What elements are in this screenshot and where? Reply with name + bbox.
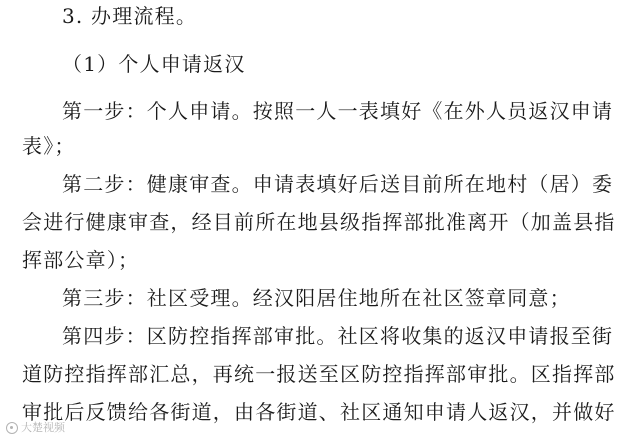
watermark-logo-icon [6,422,18,434]
step-one-line-2: 表》； [22,134,76,158]
step-two-line-3: 挥部公章）； [22,248,140,272]
step-three-line: 第三步：社区受理。经汉阳居住地所在社区签章同意； [62,286,571,310]
step-two-line-2: 会进行健康审查，经目前所在地县级指挥部批准离开（加盖县指 [22,210,616,234]
subsection-heading: （1）个人申请返汉 [62,52,246,76]
step-four-line-2: 道防控指挥部汇总，再统一报送至区防控指挥部审批。区指挥部 [22,362,616,386]
step-one-line-1: 第一步：个人申请。按照一人一表填好《在外人员返汉申请 [62,99,614,123]
section-heading: 3. 办理流程。 [62,4,198,28]
step-two-line-1: 第二步：健康审查。申请表填好后送目前所在地村（居）委 [62,172,614,196]
watermark [6,421,65,435]
step-four-line-1: 第四步：区防控指挥部审批。社区将收集的返汉申请报至街 [62,324,614,348]
watermark-text: 大楚视频 [21,421,65,434]
step-four-line-3: 审批后反馈给各街道，由各街道、社区通知申请人返汉，并做好 [22,400,616,424]
